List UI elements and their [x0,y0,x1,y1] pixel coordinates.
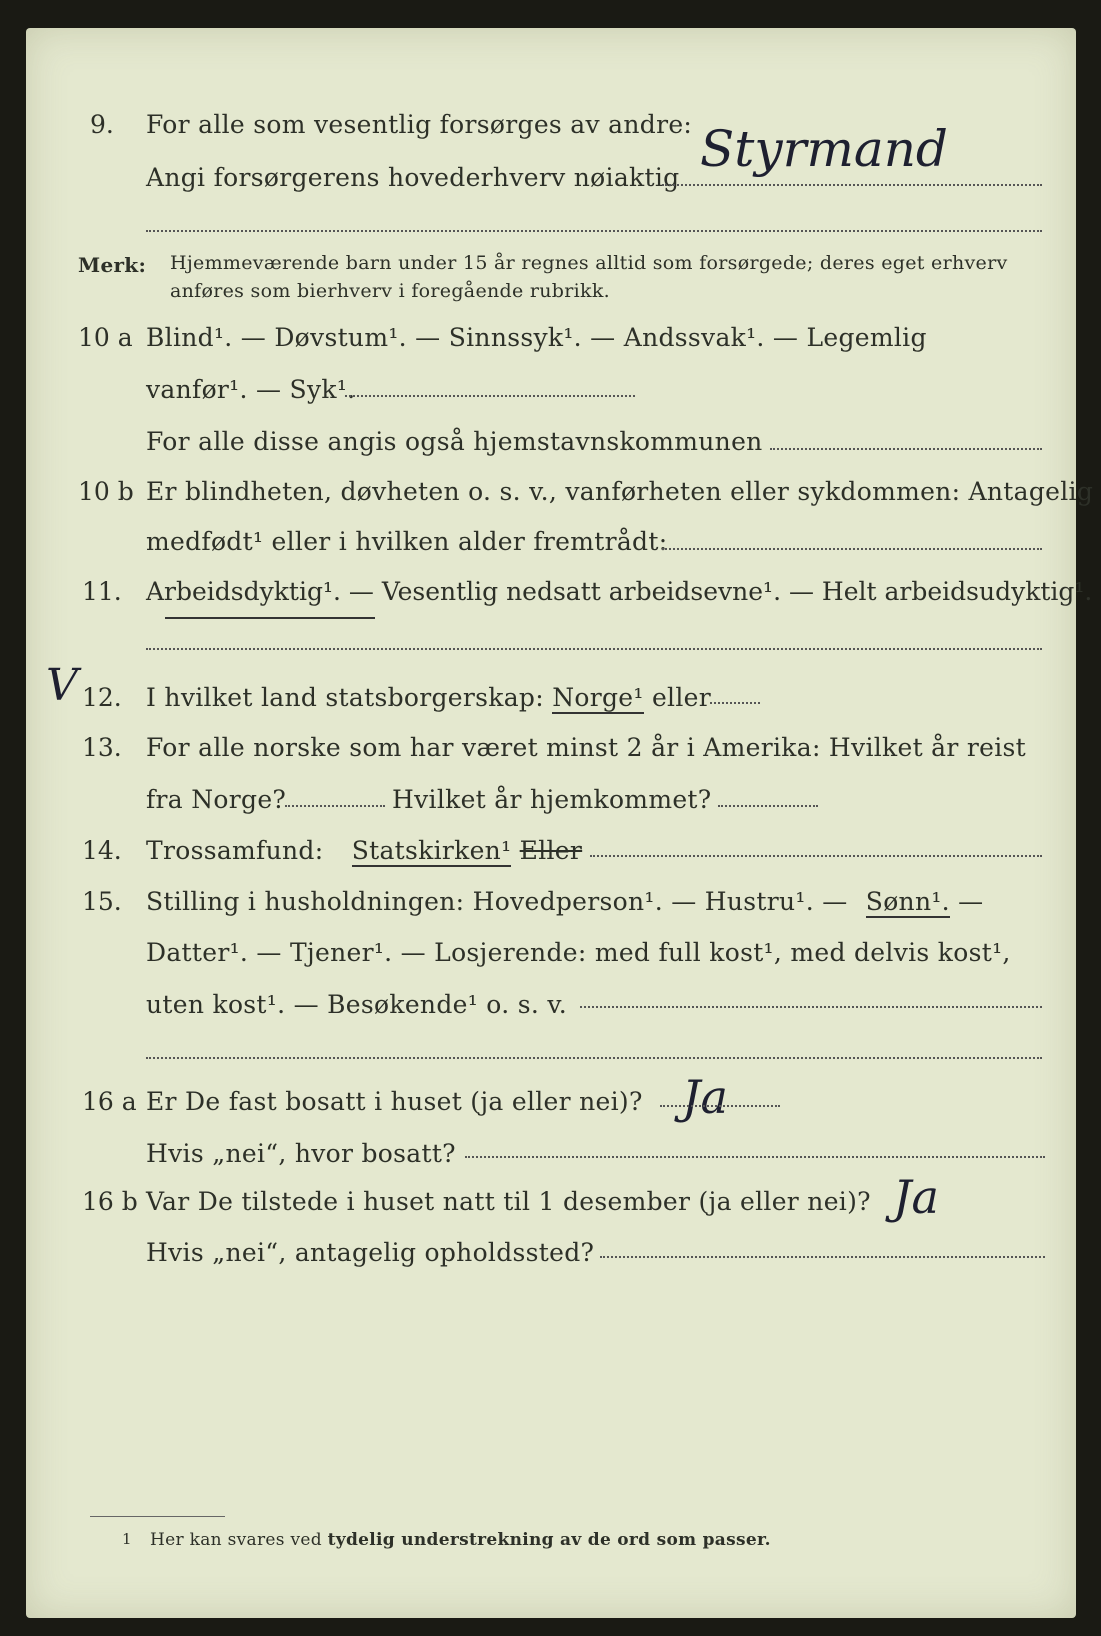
q16b-opholdssted-line [600,1256,1045,1258]
q16a-line1: Er De fast bosatt i huset (ja eller nei)? [146,1087,643,1116]
q9-number: 9. [90,110,114,139]
q9-extra-line [146,230,1042,232]
q13-line2b: Hvilket år hjemkommet? [392,785,712,814]
q16a-answer-line [660,1105,780,1107]
q13-line1: For alle norske som har været minst 2 år i Amerika: Hvilket år reist [146,733,1027,762]
q11-number: 11. [82,577,122,606]
q16b-handwritten-answer: Ja [893,1170,939,1224]
q10a-line1: Blind¹. — Døvstum¹. — Sinnssyk¹. — Andssvak¹. — Legemlig [146,323,927,352]
q12-post: eller [651,683,711,712]
q16b-line1: Var De tilstede i huset natt til 1 desember (ja eller nei)? [146,1187,871,1216]
q10a-line3: For alle disse angis også hjemstavnskommunen [146,427,763,456]
q13-line2a: fra Norge? [146,785,287,814]
q14-line [146,836,582,865]
q16a-number: 16 a [82,1087,137,1116]
q15-line1b: — [958,887,984,916]
q15-answer-line [580,1006,1042,1008]
footnote-text-a: Her kan svares ved [150,1530,322,1550]
q9-handwritten-answer: Styrmand [700,120,948,178]
q10a-number: 10 a [78,323,133,352]
q10b-number: 10 b [78,477,134,506]
q12-check-mark: V [46,660,78,711]
q12-answer-line [710,702,760,704]
q16a-line2: Hvis „nei“, hvor bosatt? [146,1139,456,1168]
q16b-number: 16 b [82,1187,138,1216]
q13-hjemkommet-line [718,805,818,807]
merk-line1: Hjemmeværende barn under 15 år regnes alltid som forsørgede; deres eget erhverv [170,252,1008,274]
merk-label: Merk: [78,253,147,277]
footnote-text [150,1530,771,1550]
q13-number: 13. [82,733,122,762]
q14-statskirken: Statskirken¹ [351,836,512,865]
footnote-mark: 1 [122,1530,132,1548]
footnote-rule [90,1516,225,1517]
q10b-line1: Er blindheten, døvheten o. s. v., vanførheten eller sykdommen: Antagelig [146,477,1094,506]
q12-norge: Norge¹ [552,683,644,712]
q14-eller: Eller [519,836,583,865]
q15-line1a: Stilling i husholdningen: Hovedperson¹. — Hustru¹. — [146,887,848,916]
q15-number: 15. [82,887,122,916]
q12-number: 12. [82,683,122,712]
q16b-line2: Hvis „nei“, antagelig opholdssted? [146,1238,595,1267]
q11-underline-mark [165,617,375,619]
q16a-handwritten-answer: Ja [682,1070,728,1124]
q9-line2: Angi forsørgerens hovederhverv nøiaktig [146,163,680,192]
footnote-text-b: tydelig understrekning av de ord som passer. [327,1530,771,1550]
q9-answer-line [662,184,1042,186]
q11-extra-line [146,648,1042,650]
q11-line1: Arbeidsdyktig¹. — Vesentlig nedsatt arbeidsevne¹. — Helt arbeidsudyktig¹. [146,577,1093,606]
q15-line1 [146,887,983,916]
q14-number: 14. [82,836,122,865]
q10b-answer-line [662,548,1042,550]
q10b-line2: medfødt¹ eller i hvilken alder fremtrådt: [146,527,668,556]
q13-reist-line [285,805,385,807]
q15-line2: Datter¹. — Tjener¹. — Losjerende: med full kost¹, med delvis kost¹, [146,938,1011,967]
q9-line1: For alle som vesentlig forsørges av andre: [146,110,693,139]
q15-line3: uten kost¹. — Besøkende¹ o. s. v. [146,990,568,1019]
q12-line [146,683,711,712]
q14-pre: Trossamfund: [146,836,324,865]
q10a-line2: vanfør¹. — Syk¹. [146,375,356,404]
q10a-answer-line [345,395,635,397]
q14-answer-line [590,855,1042,857]
q10a-hjemstavn-line [770,448,1042,450]
q16a-bosatt-line [465,1156,1045,1158]
merk-line2: anføres som bierhverv i foregående rubrikk. [170,280,610,302]
q15-extra-line [146,1057,1042,1059]
q15-sonn: Sønn¹. [865,887,950,916]
q12-pre: I hvilket land statsborgerskap: [146,683,544,712]
